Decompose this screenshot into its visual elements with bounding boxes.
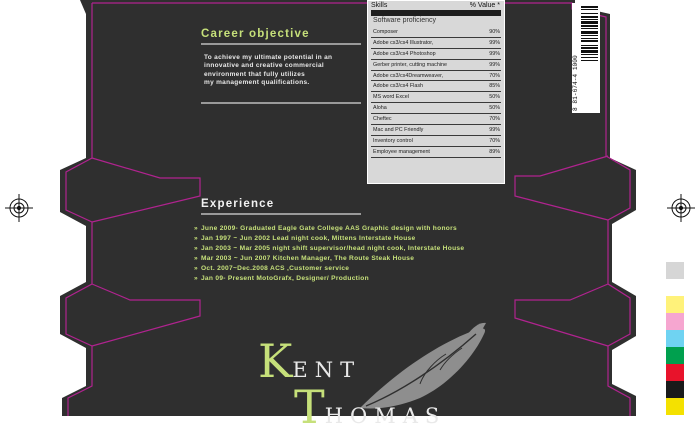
skills-table: [367, 0, 505, 184]
barcode-bar: [581, 6, 598, 8]
skills-column-label: Skills: [371, 2, 388, 9]
double-chevron-bullet-icon: »: [194, 275, 198, 282]
barcode-bar: [581, 57, 598, 58]
skill-value: 70%: [489, 72, 500, 79]
objective-line: environment that fully utilizes: [204, 70, 306, 78]
skill-row: [371, 49, 501, 60]
skill-name: Adobe cs3/cs4Dreamweaver,: [373, 72, 444, 79]
skill-name: Adobe cs3/cs4 Illustrator,: [373, 39, 434, 46]
color-swatch: [666, 347, 684, 364]
skill-row: [371, 71, 501, 82]
skill-row: [371, 114, 501, 125]
skill-name: Adobe cs3/cs4 Flash: [373, 83, 424, 90]
skill-name: MS word Excel: [373, 94, 409, 101]
skill-value: 50%: [489, 105, 500, 112]
color-swatch: [666, 296, 684, 313]
experience-item: [194, 274, 521, 284]
barcode-bar: [581, 31, 598, 34]
career-objective-text: [204, 54, 361, 88]
experience-heading: Experience: [201, 198, 275, 210]
skill-name: Cheftec: [373, 116, 392, 123]
double-chevron-bullet-icon: »: [194, 255, 198, 262]
experience-item: [194, 254, 521, 264]
skill-value: 50%: [489, 94, 500, 101]
barcode-bar: [581, 38, 598, 39]
skill-value: 99%: [489, 61, 500, 68]
color-swatch: [666, 262, 684, 279]
career-divider-bottom: [201, 102, 361, 104]
skill-row: [371, 125, 501, 136]
experience-text: Jan 09- Present MotoGrafx, Designer/ Production: [200, 275, 369, 282]
skill-name: Composer: [373, 29, 398, 35]
color-swatch: [666, 364, 684, 381]
skill-row: [371, 27, 501, 38]
barcode-bar: [581, 54, 598, 55]
double-chevron-bullet-icon: »: [194, 235, 198, 242]
career-objective-section: [201, 28, 361, 104]
skill-value: 99%: [489, 39, 500, 46]
skill-value: 70%: [489, 137, 500, 144]
skill-value: 85%: [489, 83, 500, 90]
barcode-bar: [581, 16, 598, 18]
color-swatch: [666, 279, 684, 296]
color-swatch: [666, 381, 684, 398]
software-proficiency-heading: Software proficiency: [373, 17, 437, 24]
logo-first-name: [258, 334, 362, 388]
skill-value: 89%: [489, 148, 500, 155]
barcode-bar: [581, 21, 598, 24]
barcode: [572, 3, 600, 113]
color-swatch-strip: [666, 262, 684, 415]
experience-divider: [201, 213, 361, 215]
experience-item: [194, 264, 521, 274]
barcode-bar: [581, 9, 598, 10]
skill-name: Gerber printer, cutting machine: [373, 61, 448, 68]
logo-initial-k: K: [258, 334, 293, 388]
barcode-bar: [581, 60, 598, 61]
color-swatch: [666, 398, 684, 415]
barcode-digits: 8 81-674-4 1000: [572, 55, 579, 111]
skills-rows: [368, 27, 504, 158]
barcode-bar: [581, 40, 598, 42]
skill-name: Aloha: [373, 105, 387, 112]
logo-first-rest: ENT: [292, 358, 362, 382]
experience-text: June 2009- Graduated Eagle Gate College AAS Graphic design with honors: [200, 225, 457, 232]
barcode-bar: [581, 35, 598, 36]
experience-text: Mar 2003 ~ Jun 2007 Kitchen Manager, The Route Steak House: [200, 255, 415, 262]
logo-last-name: [294, 380, 447, 434]
skill-name: Mac and PC Friendly: [373, 127, 424, 134]
skill-row: [371, 103, 501, 114]
color-swatch: [666, 313, 684, 330]
objective-line: To achieve my ultimate potential in an: [204, 54, 333, 61]
double-chevron-bullet-icon: »: [194, 245, 198, 252]
skill-row: [371, 81, 501, 92]
experience-item: [194, 224, 521, 234]
skill-value: 90%: [489, 29, 500, 35]
experience-item: [194, 244, 521, 254]
experience-text: Jan 1997 ~ Jun 2002 Lead night cook, Mittens Interstate House: [200, 235, 416, 242]
skill-name: Employee management: [373, 148, 430, 155]
skill-value: 99%: [489, 127, 500, 134]
skill-row: [371, 147, 501, 158]
skill-name: Inventory control: [373, 137, 413, 144]
value-column-label: % Value *: [469, 2, 500, 9]
logo-last-rest: HOMAS: [324, 404, 447, 428]
barcode-bar: [581, 25, 598, 27]
skill-name: Adobe cs3/cs4 Photoshop: [373, 50, 436, 57]
barcode-bar: [581, 45, 598, 46]
skill-row: [371, 60, 501, 71]
experience-section: [194, 198, 521, 284]
barcode-bar: [581, 28, 598, 29]
registration-mark-right: [667, 194, 695, 222]
color-swatch: [666, 330, 684, 347]
experience-list: [194, 224, 521, 284]
skill-value: 70%: [489, 116, 500, 123]
barcode-bar: [581, 13, 598, 14]
skills-table-header: [368, 1, 504, 10]
career-divider-top: [201, 43, 361, 45]
objective-line: innovative and creative commercial: [204, 62, 325, 70]
registration-mark-left: [5, 194, 33, 222]
double-chevron-bullet-icon: »: [194, 265, 198, 272]
double-chevron-bullet-icon: »: [194, 225, 198, 232]
barcode-bar: [581, 19, 598, 20]
skill-row: [371, 136, 501, 147]
objective-line: my management qualifications.: [204, 79, 310, 87]
barcode-bar: [581, 50, 598, 53]
experience-text: Jan 2003 ~ Mar 2005 night shift supervisor/head night cook, Interstate House: [200, 245, 465, 252]
logo-initial-t: T: [294, 380, 325, 434]
career-objective-heading: Career objective: [201, 28, 310, 40]
barcode-bar: [581, 47, 598, 49]
skill-value: 99%: [489, 50, 500, 57]
skill-row: [371, 38, 501, 49]
experience-text: Oct. 2007~Dec.2008 ACS ,Customer service: [200, 265, 350, 272]
skill-row: [371, 92, 501, 103]
experience-item: [194, 234, 521, 244]
